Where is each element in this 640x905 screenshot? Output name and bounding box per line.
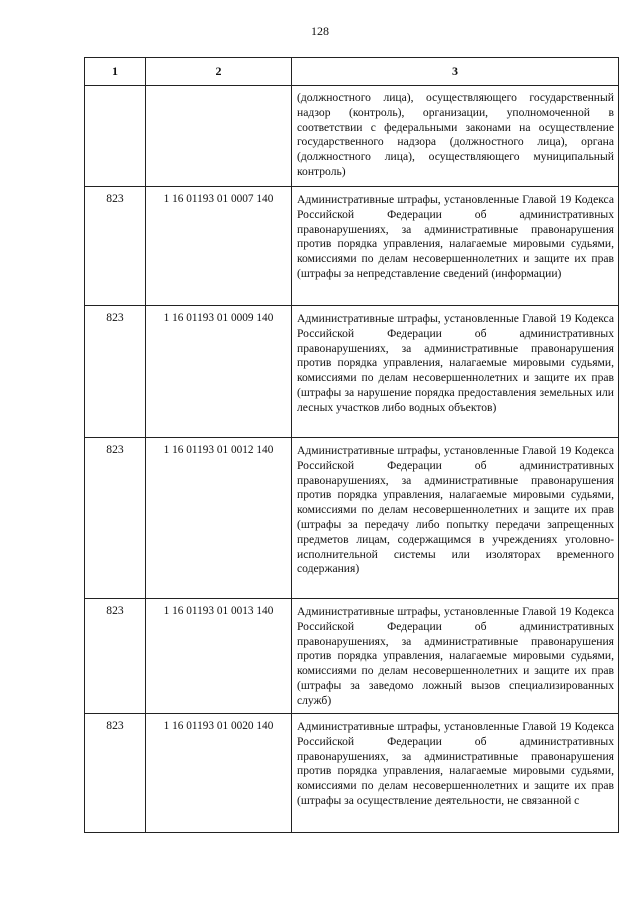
continuation-code-cell	[85, 86, 146, 187]
table-row	[85, 187, 619, 306]
row-description: Административные штрафы, установленные Главой 19 Кодекса Российской Федерации об административных правонарушениях, за административные правонарушения против порядка управления, налагаемые мировыми судьями, комиссиями по делам несовершеннолетних и защите их прав (штрафы за непредставление сведений (информации)	[297, 193, 614, 280]
row-description: Административные штрафы, установленные Главой 19 Кодекса Российской Федерации об административных правонарушениях, за административные правонарушения против порядка управления, налагаемые мировыми судьями, комиссиями по делам несовершеннолетних и защите их прав (штрафы за нарушение порядка предоставления земельных или лесных участков либо водных объектов)	[297, 312, 614, 414]
table-row	[85, 599, 619, 714]
row-description: Административные штрафы, установленные Главой 19 Кодекса Российской Федерации об административных правонарушениях, за административные правонарушения против порядка управления, налагаемые мировыми судьями, комиссиями по делам несовершеннолетних и защите их прав (штрафы за передачу либо попытку передачи запрещенных предметов лицам, содержащимся в учреждениях уголовно-исполнительной системы или изоляторах временного содержания)	[297, 444, 614, 576]
table-row	[85, 714, 619, 833]
row-kbk: 1 16 01193 01 0007 140	[146, 187, 292, 306]
row-description-cell	[292, 599, 619, 714]
table-row-continuation	[85, 86, 619, 187]
row-description-cell	[292, 438, 619, 599]
column-header-1: 1	[85, 58, 146, 86]
page-number: 128	[311, 24, 329, 38]
row-kbk: 1 16 01193 01 0013 140	[146, 599, 292, 714]
continuation-description-cell	[292, 86, 619, 187]
table-row	[85, 306, 619, 438]
row-code: 823	[85, 438, 146, 599]
row-kbk: 1 16 01193 01 0020 140	[146, 714, 292, 833]
row-description-cell	[292, 306, 619, 438]
column-header-3: 3	[292, 58, 619, 86]
row-kbk: 1 16 01193 01 0012 140	[146, 438, 292, 599]
table-row	[85, 438, 619, 599]
row-description-cell	[292, 714, 619, 833]
table-header-row	[85, 58, 619, 86]
row-code: 823	[85, 714, 146, 833]
row-kbk: 1 16 01193 01 0009 140	[146, 306, 292, 438]
row-code: 823	[85, 599, 146, 714]
continuation-kbk-cell	[146, 86, 292, 187]
row-description: Административные штрафы, установленные Главой 19 Кодекса Российской Федерации об административных правонарушениях, за административные правонарушения против порядка управления, налагаемые мировыми судьями, комиссиями по делам несовершеннолетних и защите их прав (штрафы за заведомо ложный вызов специализированных служб)	[297, 605, 614, 707]
continuation-description: (должностного лица), осуществляющего государственный надзор (контроль), организации, уполномоченной в соответствии с федеральными законами на осуществление государственного надзора (должностного лица), органа (должностного лица), осуществляющего муниципальный контроль)	[297, 91, 614, 178]
kbk-table	[84, 57, 619, 833]
row-code: 823	[85, 306, 146, 438]
row-description: Административные штрафы, установленные Главой 19 Кодекса Российской Федерации об административных правонарушениях, за административные правонарушения против порядка управления, налагаемые мировыми судьями, комиссиями по делам несовершеннолетних и защите их прав (штрафы за осуществление деятельности, не связанной с	[297, 720, 614, 807]
row-code: 823	[85, 187, 146, 306]
column-header-2: 2	[146, 58, 292, 86]
row-description-cell	[292, 187, 619, 306]
